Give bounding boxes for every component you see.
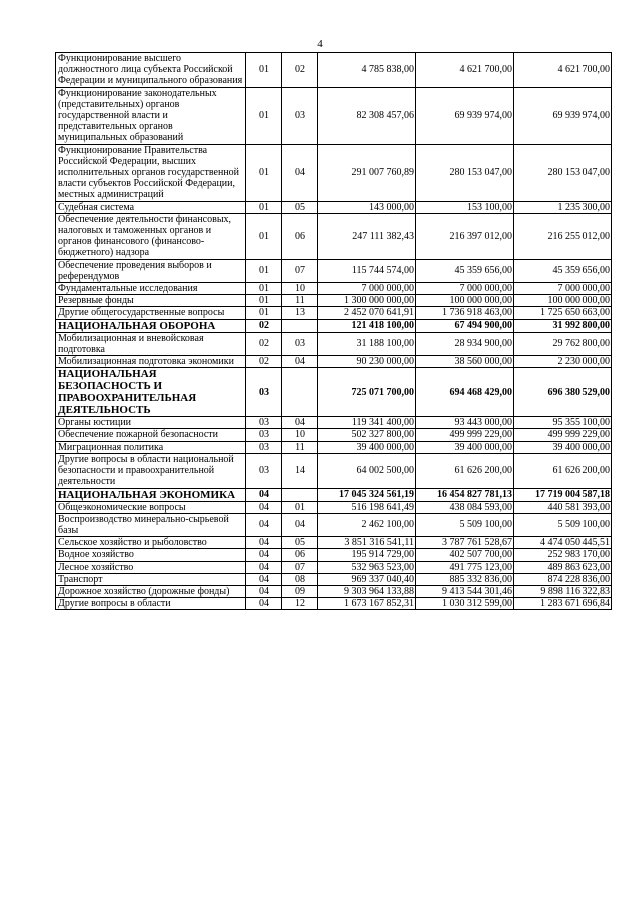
row-section-code: 02 xyxy=(246,319,282,332)
table-row xyxy=(56,453,612,488)
row-amount-1: 82 308 457,06 xyxy=(318,87,416,144)
row-section-code: 03 xyxy=(246,441,282,453)
row-amount-3: 95 355 100,00 xyxy=(514,417,612,429)
row-section-code: 04 xyxy=(246,549,282,561)
row-name: Дорожное хозяйство (дорожные фонды) xyxy=(56,585,246,597)
row-subsection-code: 05 xyxy=(282,537,318,549)
row-section-code: 01 xyxy=(246,213,282,259)
row-section-code: 04 xyxy=(246,585,282,597)
table-row xyxy=(56,307,612,319)
budget-table-body xyxy=(56,53,612,610)
table-row xyxy=(56,87,612,144)
row-subsection-code: 08 xyxy=(282,573,318,585)
row-amount-2: 438 084 593,00 xyxy=(416,501,514,513)
row-amount-3: 69 939 974,00 xyxy=(514,87,612,144)
row-amount-1: 39 400 000,00 xyxy=(318,441,416,453)
row-subsection-code: 06 xyxy=(282,549,318,561)
row-amount-2: 402 507 700,00 xyxy=(416,549,514,561)
table-row xyxy=(56,441,612,453)
row-subsection-code: 11 xyxy=(282,441,318,453)
table-row xyxy=(56,513,612,536)
table-row xyxy=(56,53,612,88)
row-name: Другие вопросы в области xyxy=(56,598,246,610)
row-section-code: 01 xyxy=(246,295,282,307)
row-amount-1: 725 071 700,00 xyxy=(318,368,416,417)
row-amount-2: 885 332 836,00 xyxy=(416,573,514,585)
row-amount-2: 499 999 229,00 xyxy=(416,429,514,441)
row-name: Сельское хозяйство и рыболовство xyxy=(56,537,246,549)
row-subsection-code: 07 xyxy=(282,259,318,282)
row-amount-3: 489 863 623,00 xyxy=(514,561,612,573)
row-amount-3: 31 992 800,00 xyxy=(514,319,612,332)
row-subsection-code: 01 xyxy=(282,501,318,513)
table-row xyxy=(56,537,612,549)
row-amount-2: 93 443 000,00 xyxy=(416,417,514,429)
table-row xyxy=(56,561,612,573)
row-amount-1: 2 452 070 641,91 xyxy=(318,307,416,319)
row-subsection-code: 14 xyxy=(282,453,318,488)
section-total-row xyxy=(56,368,612,417)
row-name: Органы юстиции xyxy=(56,417,246,429)
row-amount-3: 4 474 050 445,51 xyxy=(514,537,612,549)
row-section-code: 03 xyxy=(246,429,282,441)
table-row xyxy=(56,259,612,282)
table-row xyxy=(56,356,612,368)
page-number: 4 xyxy=(317,38,323,50)
table-row xyxy=(56,585,612,597)
row-amount-2: 45 359 656,00 xyxy=(416,259,514,282)
row-amount-2: 69 939 974,00 xyxy=(416,87,514,144)
row-amount-2: 280 153 047,00 xyxy=(416,144,514,201)
row-subsection-code: 06 xyxy=(282,213,318,259)
row-section-code: 04 xyxy=(246,501,282,513)
row-amount-2: 100 000 000,00 xyxy=(416,295,514,307)
table-row xyxy=(56,429,612,441)
row-subsection-code: 03 xyxy=(282,87,318,144)
row-subsection-code: 03 xyxy=(282,332,318,355)
row-name: Общеэкономические вопросы xyxy=(56,501,246,513)
row-section-code: 03 xyxy=(246,368,282,417)
row-amount-3: 1 235 300,00 xyxy=(514,201,612,213)
row-amount-2: 491 775 123,00 xyxy=(416,561,514,573)
row-amount-1: 516 198 641,49 xyxy=(318,501,416,513)
row-subsection-code: 12 xyxy=(282,598,318,610)
row-amount-2: 61 626 200,00 xyxy=(416,453,514,488)
table-row xyxy=(56,332,612,355)
row-amount-1: 90 230 000,00 xyxy=(318,356,416,368)
row-amount-1: 247 111 382,43 xyxy=(318,213,416,259)
table-row xyxy=(56,417,612,429)
row-section-code: 04 xyxy=(246,573,282,585)
row-name: Мобилизационная и вневойсковая подготовка xyxy=(56,332,246,355)
row-amount-1: 115 744 574,00 xyxy=(318,259,416,282)
table-row xyxy=(56,201,612,213)
row-amount-2: 694 468 429,00 xyxy=(416,368,514,417)
row-subsection-code: 04 xyxy=(282,417,318,429)
row-amount-3: 100 000 000,00 xyxy=(514,295,612,307)
row-amount-3: 2 230 000,00 xyxy=(514,356,612,368)
table-row xyxy=(56,144,612,201)
section-total-row xyxy=(56,319,612,332)
row-name: НАЦИОНАЛЬНАЯ ОБОРОНА xyxy=(56,319,246,332)
row-name: Функционирование высшего должностного лица субъекта Российской Федерации и муниципального образования xyxy=(56,53,246,88)
row-amount-2: 39 400 000,00 xyxy=(416,441,514,453)
table-row xyxy=(56,213,612,259)
row-subsection-code: 04 xyxy=(282,356,318,368)
row-name: Лесное хозяйство xyxy=(56,561,246,573)
row-subsection-code xyxy=(282,368,318,417)
row-amount-1: 31 188 100,00 xyxy=(318,332,416,355)
row-amount-3: 17 719 004 587,18 xyxy=(514,488,612,501)
row-amount-1: 502 327 800,00 xyxy=(318,429,416,441)
row-name: НАЦИОНАЛЬНАЯ БЕЗОПАСНОСТЬ И ПРАВООХРАНИТЕЛЬНАЯ ДЕЯТЕЛЬНОСТЬ xyxy=(56,368,246,417)
row-amount-1: 4 785 838,00 xyxy=(318,53,416,88)
row-amount-3: 252 983 170,00 xyxy=(514,549,612,561)
row-name: НАЦИОНАЛЬНАЯ ЭКОНОМИКА xyxy=(56,488,246,501)
row-amount-1: 119 341 400,00 xyxy=(318,417,416,429)
section-total-row xyxy=(56,488,612,501)
row-amount-3: 696 380 529,00 xyxy=(514,368,612,417)
row-name: Функционирование Правительства Российской Федерации, высших исполнительных органов государственной власти субъектов Российской Федерации, местных администраций xyxy=(56,144,246,201)
row-amount-3: 1 283 671 696,84 xyxy=(514,598,612,610)
row-subsection-code: 10 xyxy=(282,429,318,441)
row-amount-2: 67 494 900,00 xyxy=(416,319,514,332)
row-amount-2: 3 787 761 528,67 xyxy=(416,537,514,549)
row-name: Другие вопросы в области национальной безопасности и правоохранительной деятельности xyxy=(56,453,246,488)
table-row xyxy=(56,501,612,513)
row-amount-2: 28 934 900,00 xyxy=(416,332,514,355)
table-row xyxy=(56,573,612,585)
row-section-code: 03 xyxy=(246,453,282,488)
row-subsection-code: 10 xyxy=(282,283,318,295)
row-amount-1: 532 963 523,00 xyxy=(318,561,416,573)
row-name: Судебная система xyxy=(56,201,246,213)
row-amount-2: 4 621 700,00 xyxy=(416,53,514,88)
row-amount-1: 969 337 040,40 xyxy=(318,573,416,585)
row-subsection-code: 04 xyxy=(282,513,318,536)
table-row xyxy=(56,283,612,295)
row-section-code: 04 xyxy=(246,561,282,573)
row-subsection-code: 11 xyxy=(282,295,318,307)
row-subsection-code: 02 xyxy=(282,53,318,88)
row-name: Функционирование законодательных (представительных) органов государственной власти и представительных органов муниципальных образований xyxy=(56,87,246,144)
row-name: Обеспечение проведения выборов и референдумов xyxy=(56,259,246,282)
row-amount-3: 280 153 047,00 xyxy=(514,144,612,201)
row-amount-3: 440 581 393,00 xyxy=(514,501,612,513)
row-name: Миграционная политика xyxy=(56,441,246,453)
row-amount-3: 7 000 000,00 xyxy=(514,283,612,295)
row-section-code: 04 xyxy=(246,537,282,549)
row-subsection-code: 09 xyxy=(282,585,318,597)
row-name: Фундаментальные исследования xyxy=(56,283,246,295)
row-section-code: 02 xyxy=(246,332,282,355)
row-amount-3: 61 626 200,00 xyxy=(514,453,612,488)
row-amount-3: 499 999 229,00 xyxy=(514,429,612,441)
row-name: Обеспечение пожарной безопасности xyxy=(56,429,246,441)
row-amount-2: 153 100,00 xyxy=(416,201,514,213)
row-subsection-code: 07 xyxy=(282,561,318,573)
table-row xyxy=(56,295,612,307)
row-amount-2: 7 000 000,00 xyxy=(416,283,514,295)
row-name: Другие общегосударственные вопросы xyxy=(56,307,246,319)
row-section-code: 01 xyxy=(246,201,282,213)
row-name: Воспроизводство минерально-сырьевой базы xyxy=(56,513,246,536)
row-amount-3: 45 359 656,00 xyxy=(514,259,612,282)
row-amount-2: 1 736 918 463,00 xyxy=(416,307,514,319)
row-amount-3: 9 898 116 322,83 xyxy=(514,585,612,597)
budget-table xyxy=(55,52,612,610)
row-name: Резервные фонды xyxy=(56,295,246,307)
row-amount-3: 1 725 650 663,00 xyxy=(514,307,612,319)
row-name: Водное хозяйство xyxy=(56,549,246,561)
row-amount-3: 874 228 836,00 xyxy=(514,573,612,585)
row-name: Обеспечение деятельности финансовых, налоговых и таможенных органов и органов финансового (финансово-бюджетного) надзора xyxy=(56,213,246,259)
row-subsection-code: 05 xyxy=(282,201,318,213)
row-amount-2: 1 030 312 599,00 xyxy=(416,598,514,610)
row-amount-2: 16 454 827 781,13 xyxy=(416,488,514,501)
row-subsection-code: 04 xyxy=(282,144,318,201)
row-amount-1: 17 045 324 561,19 xyxy=(318,488,416,501)
row-amount-3: 4 621 700,00 xyxy=(514,53,612,88)
row-amount-2: 5 509 100,00 xyxy=(416,513,514,536)
row-name: Транспорт xyxy=(56,573,246,585)
row-amount-1: 195 914 729,00 xyxy=(318,549,416,561)
table-row xyxy=(56,549,612,561)
row-section-code: 01 xyxy=(246,87,282,144)
row-section-code: 01 xyxy=(246,144,282,201)
row-section-code: 03 xyxy=(246,417,282,429)
row-amount-2: 9 413 544 301,46 xyxy=(416,585,514,597)
row-amount-3: 29 762 800,00 xyxy=(514,332,612,355)
row-amount-3: 5 509 100,00 xyxy=(514,513,612,536)
row-name: Мобилизационная подготовка экономики xyxy=(56,356,246,368)
row-amount-1: 1 673 167 852,31 xyxy=(318,598,416,610)
row-section-code: 01 xyxy=(246,53,282,88)
row-section-code: 04 xyxy=(246,513,282,536)
row-amount-3: 39 400 000,00 xyxy=(514,441,612,453)
row-amount-1: 2 462 100,00 xyxy=(318,513,416,536)
row-amount-2: 216 397 012,00 xyxy=(416,213,514,259)
row-section-code: 01 xyxy=(246,307,282,319)
row-amount-1: 7 000 000,00 xyxy=(318,283,416,295)
row-subsection-code: 13 xyxy=(282,307,318,319)
row-section-code: 02 xyxy=(246,356,282,368)
row-amount-1: 1 300 000 000,00 xyxy=(318,295,416,307)
row-section-code: 04 xyxy=(246,488,282,501)
row-amount-1: 9 303 964 133,88 xyxy=(318,585,416,597)
row-section-code: 01 xyxy=(246,283,282,295)
row-section-code: 04 xyxy=(246,598,282,610)
row-subsection-code xyxy=(282,488,318,501)
row-amount-3: 216 255 012,00 xyxy=(514,213,612,259)
row-subsection-code xyxy=(282,319,318,332)
row-amount-1: 291 007 760,89 xyxy=(318,144,416,201)
row-amount-2: 38 560 000,00 xyxy=(416,356,514,368)
row-section-code: 01 xyxy=(246,259,282,282)
row-amount-1: 64 002 500,00 xyxy=(318,453,416,488)
row-amount-1: 3 851 316 541,11 xyxy=(318,537,416,549)
row-amount-1: 121 418 100,00 xyxy=(318,319,416,332)
table-row xyxy=(56,598,612,610)
row-amount-1: 143 000,00 xyxy=(318,201,416,213)
